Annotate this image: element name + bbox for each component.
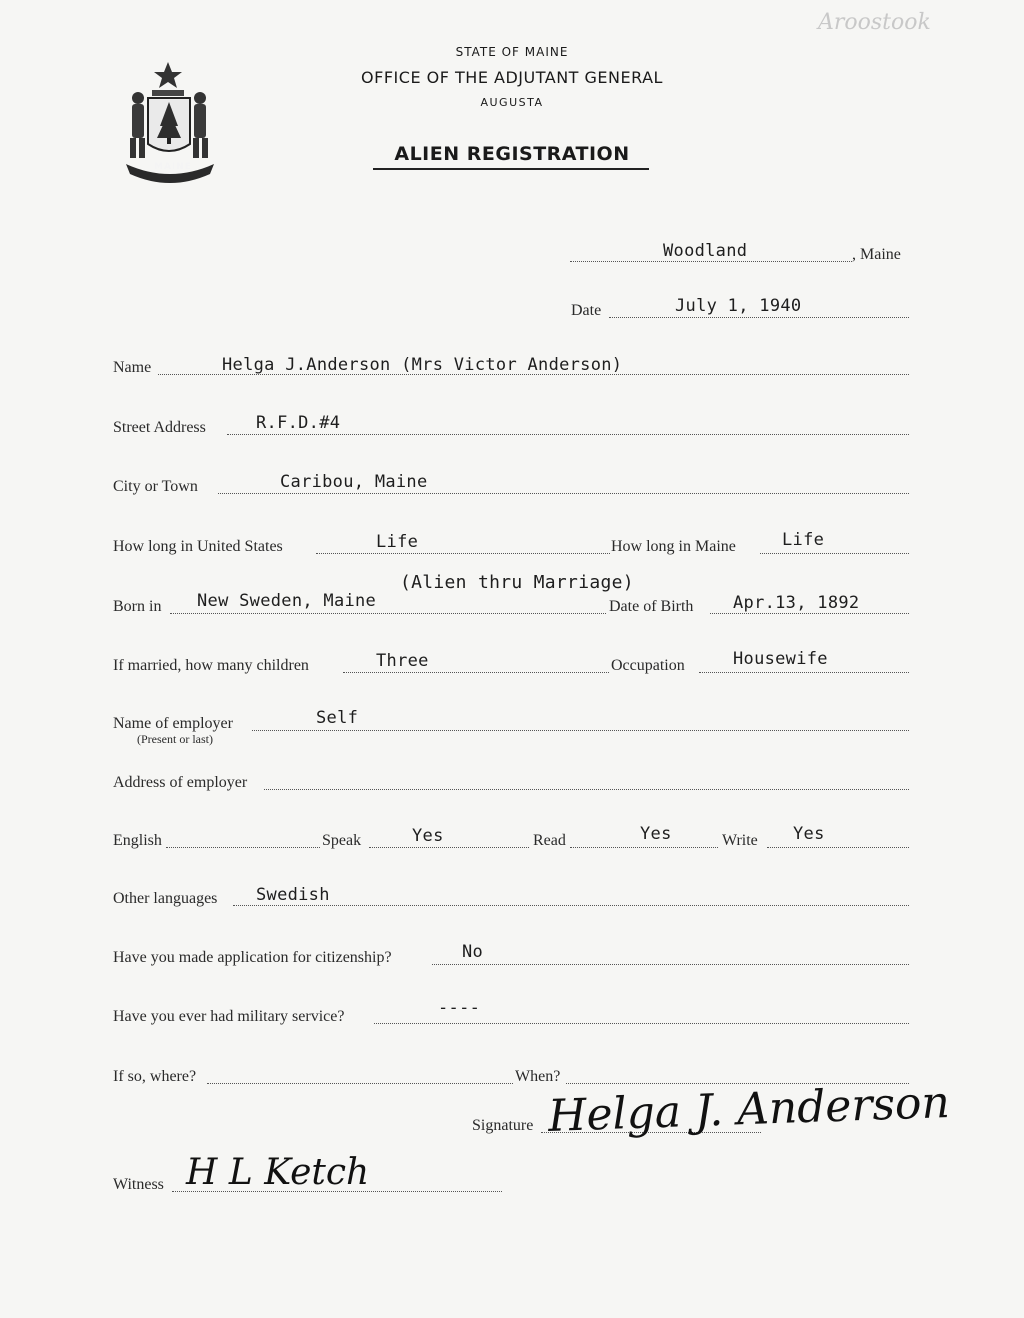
military-line	[374, 1023, 909, 1024]
citizenship-line	[432, 964, 909, 965]
born-in-value: New Sweden, Maine	[197, 591, 377, 611]
occupation-value: Housewife	[733, 649, 828, 669]
other-languages-value: Swedish	[256, 885, 330, 905]
city-line	[218, 493, 909, 494]
children-label: If married, how many children	[113, 657, 309, 674]
speak-line	[369, 847, 529, 848]
state-heading: STATE OF MAINE	[455, 45, 569, 59]
if-so-where-line	[207, 1083, 513, 1084]
street-address-value: R.F.D.#4	[256, 413, 341, 433]
name-value: Helga J.Anderson (Mrs Victor Anderson)	[222, 355, 623, 375]
read-value: Yes	[640, 824, 672, 844]
citizenship-label: Have you made application for citizenship?	[113, 949, 392, 966]
town-line	[570, 261, 852, 262]
employer-address-label: Address of employer	[113, 774, 248, 791]
children-line	[343, 672, 609, 673]
seal-text: MAINE	[154, 162, 192, 172]
name-label: Name	[113, 359, 152, 376]
when-label: When?	[515, 1068, 561, 1085]
born-in-line	[170, 613, 606, 614]
street-address-label: Street Address	[113, 419, 206, 436]
if-so-where-label: If so, where?	[113, 1068, 197, 1085]
speak-value: Yes	[412, 826, 444, 846]
other-languages-label: Other languages	[113, 890, 218, 907]
signature-handwriting: Helga J. Anderson	[547, 1077, 951, 1142]
citizenship-value: No	[462, 942, 484, 962]
title-underline	[373, 168, 649, 170]
children-value: Three	[376, 651, 429, 671]
english-label: English	[113, 832, 162, 849]
how-long-us-value: Life	[376, 532, 419, 552]
street-address-line	[227, 434, 909, 435]
employer-address-line	[264, 789, 909, 790]
witness-label: Witness	[113, 1176, 164, 1193]
city-label: City or Town	[113, 478, 198, 495]
signature-label: Signature	[472, 1117, 534, 1134]
form-title: ALIEN REGISTRATION	[394, 143, 630, 165]
how-long-us-line	[316, 553, 610, 554]
date-label: Date	[571, 302, 602, 319]
employer-name-label: Name of employer	[113, 715, 233, 732]
english-line	[166, 847, 320, 848]
read-line	[570, 847, 718, 848]
date-of-birth-label: Date of Birth	[609, 598, 694, 615]
office-heading: OFFICE OF THE ADJUTANT GENERAL	[361, 68, 663, 87]
date-of-birth-line	[710, 613, 909, 614]
speak-label: Speak	[322, 832, 362, 849]
how-long-maine-value: Life	[782, 530, 825, 550]
witness-handwriting: H L Ketch	[186, 1152, 370, 1193]
maine-seal-icon	[118, 56, 222, 184]
date-line	[609, 317, 909, 318]
other-languages-line	[233, 905, 909, 906]
alien-note: (Alien thru Marriage)	[400, 572, 634, 593]
employer-name-value: Self	[316, 708, 359, 728]
city-value: Caribou, Maine	[280, 472, 428, 492]
occupation-line	[699, 672, 909, 673]
read-label: Read	[533, 832, 566, 849]
how-long-maine-label: How long in Maine	[611, 538, 736, 555]
date-of-birth-value: Apr.13, 1892	[733, 593, 860, 613]
military-label: Have you ever had military service?	[113, 1008, 345, 1025]
occupation-label: Occupation	[611, 657, 685, 674]
military-value: ----	[438, 998, 481, 1018]
write-label: Write	[722, 832, 758, 849]
city-heading: AUGUSTA	[480, 96, 544, 109]
how-long-maine-line	[760, 553, 909, 554]
corner-pencil-note: Aroostook	[818, 10, 931, 35]
employer-name-line	[252, 730, 909, 731]
maine-label: , Maine	[852, 246, 901, 263]
write-value: Yes	[793, 824, 825, 844]
town-value: Woodland	[663, 241, 748, 261]
employer-note: (Present or last)	[137, 732, 213, 746]
write-line	[767, 847, 909, 848]
date-value: July 1, 1940	[675, 296, 802, 316]
how-long-us-label: How long in United States	[113, 538, 283, 555]
born-in-label: Born in	[113, 598, 162, 615]
